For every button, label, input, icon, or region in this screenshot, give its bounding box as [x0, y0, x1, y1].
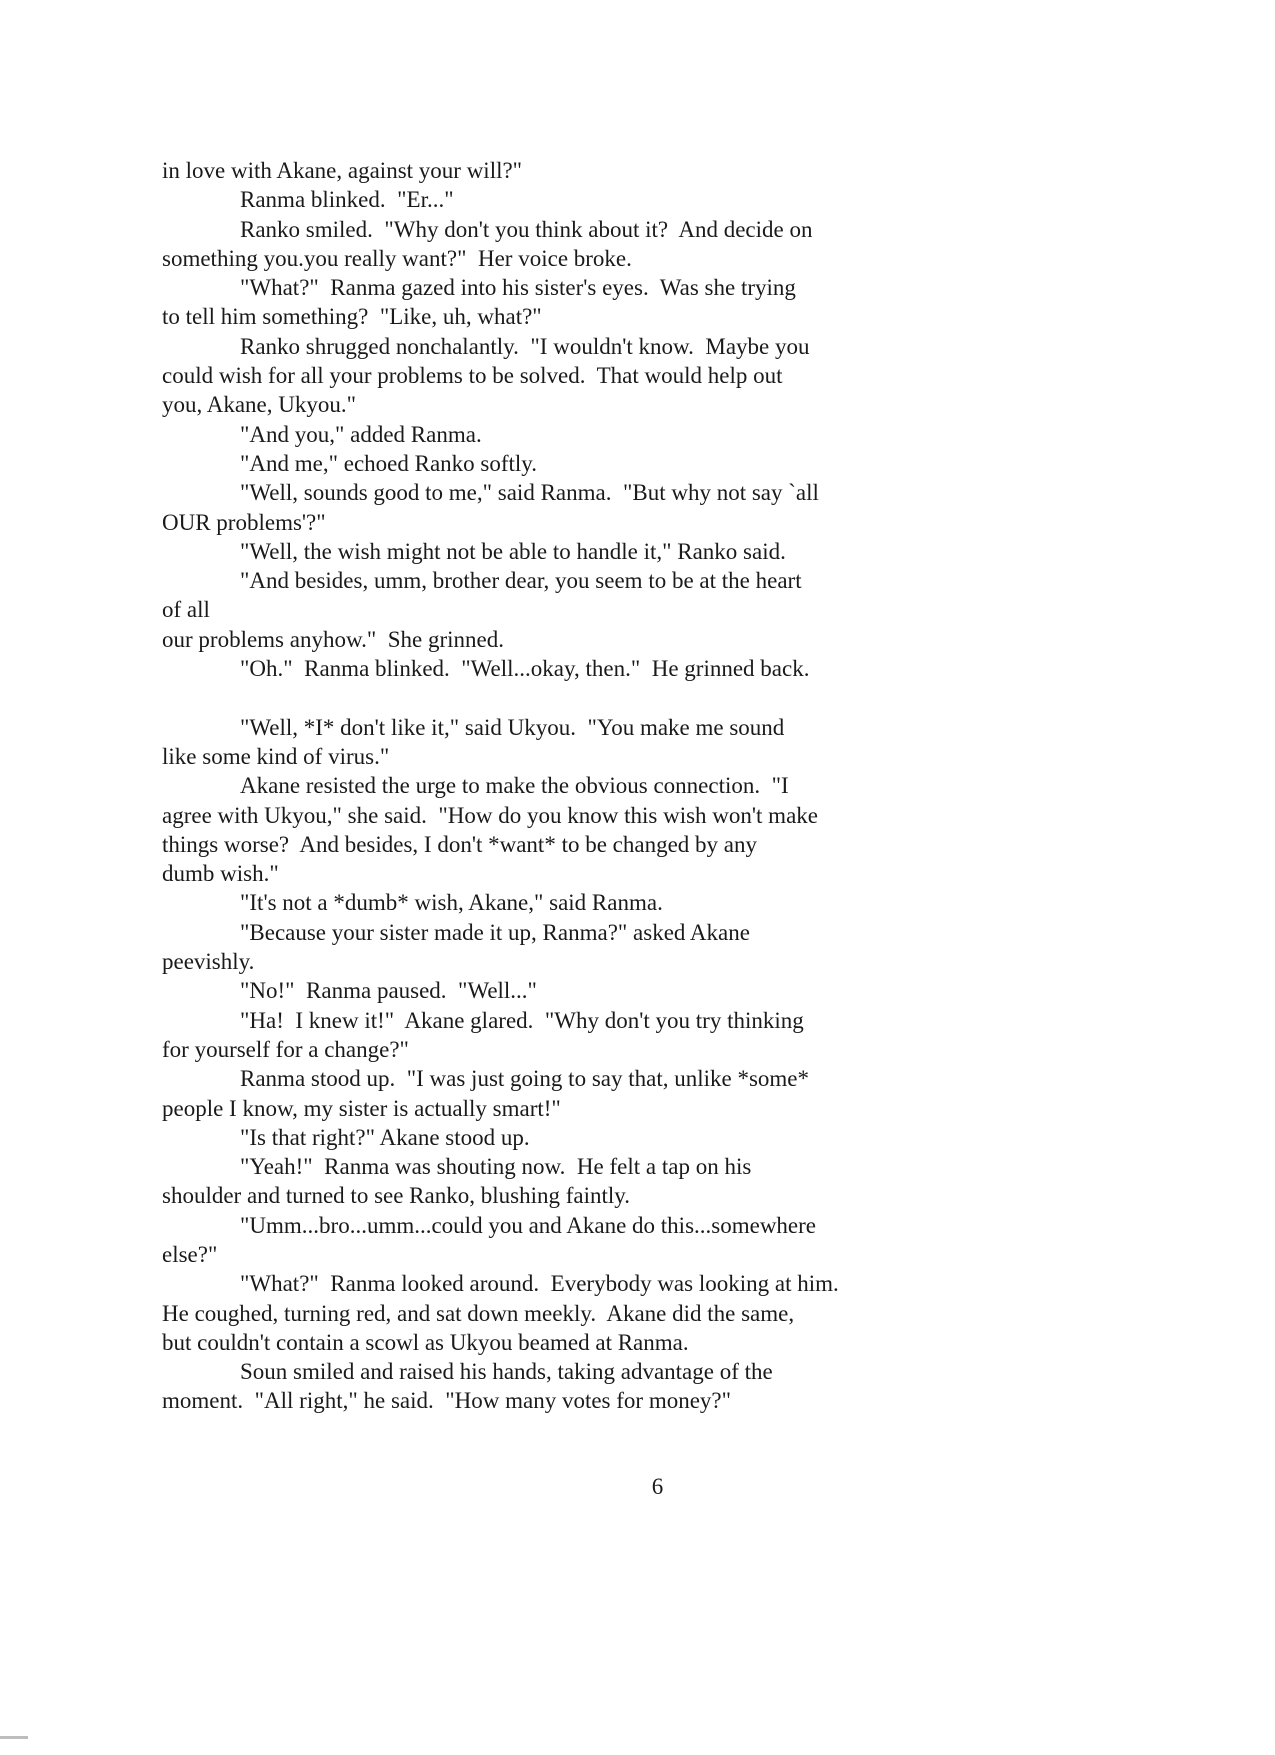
text-line: Akane resisted the urge to make the obvious connection. "I	[240, 773, 789, 799]
text-line: "Ha! I knew it!" Akane glared. "Why don't you try thinking	[240, 1007, 804, 1033]
body-text	[162, 156, 922, 1416]
text-line: people I know, my sister is actually smart!"	[162, 1095, 561, 1121]
text-line: you, Akane, Ukyou."	[162, 392, 357, 418]
text-line: for yourself for a change?"	[162, 1036, 409, 1062]
text-line: things worse? And besides, I don't *want* to be changed by any	[162, 831, 758, 857]
text-line: Soun smiled and raised his hands, taking advantage of the	[240, 1359, 773, 1385]
text-line: moment. "All right," he said. "How many votes for money?"	[162, 1388, 732, 1414]
text-line: "Because your sister made it up, Ranma?" asked Akane	[240, 919, 750, 945]
text-line: agree with Ukyou," she said. "How do you know this wish won't make	[162, 802, 818, 828]
text-line: shoulder and turned to see Ranko, blushing faintly.	[162, 1183, 631, 1209]
text-line: Ranma stood up. "I was just going to say that, unlike *some*	[240, 1066, 810, 1092]
text-line: something you.you really want?" Her voice broke.	[162, 245, 632, 271]
text-line: "Well, sounds good to me," said Ranma. "But why not say `all	[240, 480, 819, 506]
text-line: Ranko smiled. "Why don't you think about it? And decide on	[240, 216, 813, 242]
text-line: "Well, the wish might not be able to handle it," Ranko said.	[240, 538, 786, 564]
text-line: our problems anyhow." She grinned.	[162, 626, 504, 652]
blank-line	[162, 683, 922, 712]
scan-edge-mark	[0, 1736, 28, 1739]
text-line: Ranma blinked. "Er..."	[240, 187, 454, 213]
text-line: "Is that right?" Akane stood up.	[240, 1124, 530, 1150]
text-line: to tell him something? "Like, uh, what?"	[162, 304, 542, 330]
text-line: peevishly.	[162, 949, 255, 975]
text-line: but couldn't contain a scowl as Ukyou beamed at Ranma.	[162, 1329, 689, 1355]
text-line: "What?" Ranma gazed into his sister's eyes. Was she trying	[240, 275, 796, 301]
text-line: in love with Akane, against your will?"	[162, 158, 523, 183]
text-line: of all	[162, 597, 210, 623]
text-line: "And you," added Ranma.	[240, 421, 482, 447]
text-line: "It's not a *dumb* wish, Akane," said Ranma.	[240, 890, 663, 916]
text-line: "Well, *I* don't like it," said Ukyou. "You make me sound	[240, 714, 785, 740]
text-line: like some kind of virus."	[162, 743, 390, 769]
text-line: He coughed, turning red, and sat down meekly. Akane did the same,	[162, 1300, 795, 1326]
text-line: dumb wish."	[162, 861, 279, 887]
text-line: else?"	[162, 1241, 218, 1267]
text-line: "No!" Ranma paused. "Well..."	[240, 978, 537, 1004]
text-line: "Oh." Ranma blinked. "Well...okay, then." He grinned back.	[240, 656, 810, 682]
text-line: could wish for all your problems to be solved. That would help out	[162, 363, 783, 389]
text-line: OUR problems'?"	[162, 509, 326, 535]
text-line: "Umm...bro...umm...could you and Akane do this...somewhere	[240, 1212, 816, 1238]
text-line: "And besides, umm, brother dear, you seem to be at the heart	[240, 568, 802, 594]
page-number: 6	[651, 1474, 664, 1499]
text-line: Ranko shrugged nonchalantly. "I wouldn't know. Maybe you	[240, 333, 810, 359]
text-line: "What?" Ranma looked around. Everybody was looking at him.	[240, 1271, 839, 1297]
text-line: "Yeah!" Ranma was shouting now. He felt a tap on his	[240, 1154, 752, 1180]
text-line: "And me," echoed Ranko softly.	[240, 450, 538, 476]
